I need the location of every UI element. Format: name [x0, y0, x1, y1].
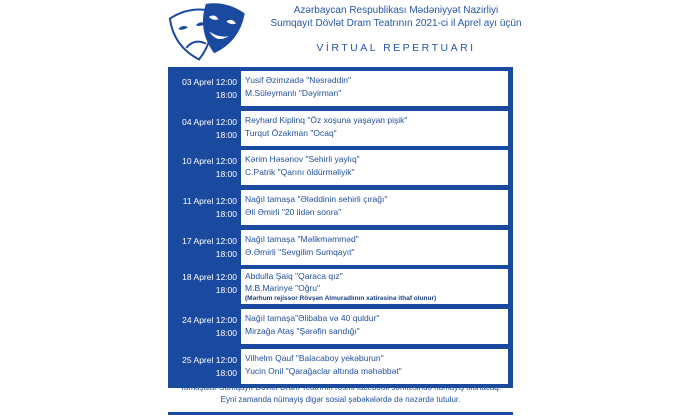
date-time-1: 04 Aprel 12:00 [182, 116, 237, 127]
time-2: 18:00 [215, 169, 237, 180]
event-cell [241, 71, 508, 106]
footer-divider [168, 412, 513, 415]
ministry-line: Azərbaycan Respublikası Mədəniyyət Nazirliyi [293, 5, 499, 16]
event-cell [241, 269, 508, 304]
date-cell [173, 309, 241, 344]
schedule-row [173, 230, 508, 265]
date-cell [173, 190, 241, 225]
event-cell [241, 150, 508, 185]
event-2: Ə.Əmirli "Sevgilim Sumqayıt" [245, 246, 355, 257]
event-cell [241, 190, 508, 225]
date-cell [173, 269, 241, 304]
schedule-row [173, 150, 508, 185]
event-2: Turqut Özakman "Ocaq" [245, 127, 337, 138]
footer-line-2: Eyni zamanda nümayiş digər sosial şəbəkələrdə də nəzərdə tutulur. [220, 395, 461, 404]
date-time-1: 03 Aprel 12:00 [182, 77, 237, 87]
date-time-1: 18 Aprel 12:00 [182, 272, 237, 283]
event-1: Reyhard Kiplinq "Öz xoşuna yaşayan pişik" [245, 114, 408, 125]
event-1: Nağıl tamaşa "Məlikməmməd" [245, 233, 359, 244]
event-2: C.Patrik "Qarını öldürməliyik" [245, 167, 355, 178]
event-cell [241, 111, 508, 146]
event-2: M.B.Marinye "Oğru" [245, 283, 320, 294]
date-time-1: 25 Aprel 12:00 [182, 354, 237, 365]
date-time-1: 11 Aprel 12:00 [182, 196, 237, 207]
repertoire-schedule [168, 67, 513, 388]
footer-line-1: Tamaşalar Sumqayıt Dövlət Dram Teatrının rəsmi facebook səhifəsində nümayiş olunacaq. [180, 383, 501, 392]
time-2: 18:00 [215, 285, 237, 296]
time-2: 18:00 [215, 248, 237, 259]
schedule-row [173, 309, 508, 344]
date-cell [173, 150, 241, 185]
date-cell [173, 349, 241, 384]
time-2: 18:00 [215, 90, 237, 100]
event-2: Mirzağa Ataş "Şərəfin sandığı" [245, 326, 360, 337]
header [246, 4, 546, 54]
page-title: VİRTUAL REPERTUARI [316, 42, 476, 54]
time-2: 18:00 [215, 209, 237, 220]
event-cell [241, 309, 508, 344]
event-1: Nağıl tamaşa"Əlibaba və 40 quldur" [245, 313, 380, 324]
time-2: 18:00 [215, 367, 237, 378]
date-time-1: 17 Aprel 12:00 [182, 235, 237, 246]
schedule-row [173, 111, 508, 146]
dedication-note: (Mərhum rejissor Rövşən Almuradlının xatirəsinə ithaf olunur) [245, 295, 437, 303]
footer-note [168, 382, 513, 406]
date-time-1: 24 Aprel 12:00 [182, 315, 237, 326]
event-2: Əli Əmirli "20 ildən sonra" [245, 207, 342, 218]
event-cell [241, 349, 508, 384]
time-2: 18:00 [215, 328, 237, 339]
event-1: Nağıl tamaşa "Ələddinin sehirli çırağı" [245, 194, 388, 205]
schedule-row [173, 71, 508, 106]
event-cell [241, 230, 508, 265]
event-1: Abdulla Şaiq "Qaraca qız" [245, 271, 343, 282]
date-cell [173, 111, 241, 146]
date-cell [173, 230, 241, 265]
schedule-row [173, 349, 508, 384]
schedule-row [173, 269, 508, 304]
event-1: Vilhelm Qauf "Balacaboy yekəburun" [245, 352, 384, 363]
event-1: Yusif Əzimzadə "Nəsrəddin" [245, 75, 351, 85]
date-cell [173, 71, 241, 106]
event-2: M.Süleymanlı "Dəyirman" [245, 88, 342, 98]
schedule-row [173, 190, 508, 225]
event-1: Kərim Həsənov "Sehirli yaylıq" [245, 154, 360, 165]
date-time-1: 10 Aprel 12:00 [182, 156, 237, 167]
theatre-line: Sumqayıt Dövlət Dram Teatrının 2021-ci il Aprel ayı üçün [270, 18, 522, 29]
time-2: 18:00 [215, 129, 237, 140]
event-2: Yucin Onil "Qarağaclar altında məhəbbət" [245, 365, 402, 376]
theatre-masks-icon [168, 2, 246, 66]
